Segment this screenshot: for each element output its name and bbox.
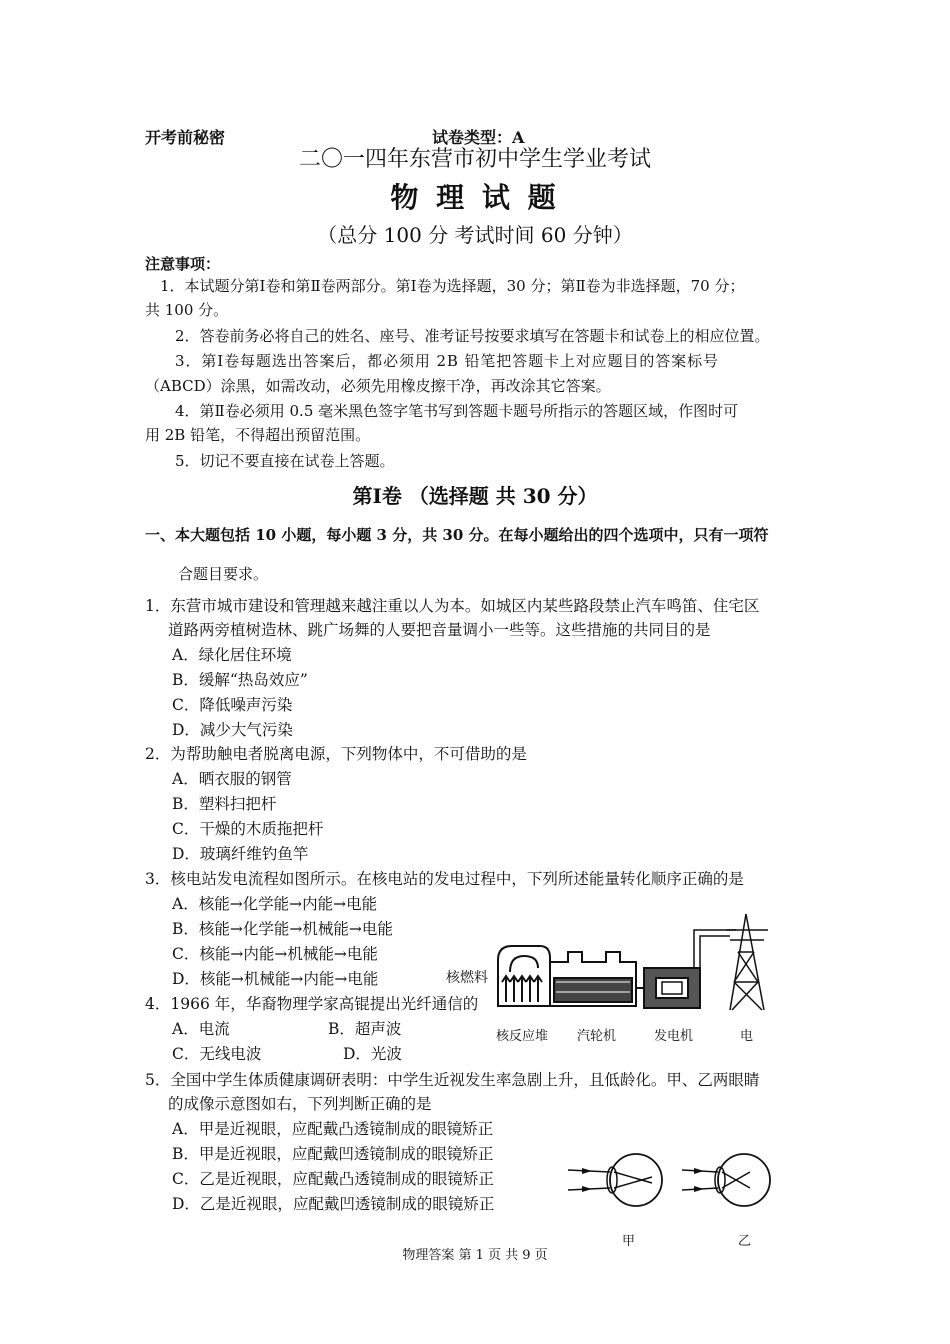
exam-title: 二〇一四年东营市初中学生学业考试 <box>298 147 651 172</box>
paper-title: 物 理 试 题 <box>390 181 560 214</box>
q4-option-b: B．超声波 <box>328 1020 402 1038</box>
q5-option-d: D．乙是近视眼，应配戴凹透镜制成的眼镜矫正 <box>172 1195 495 1213</box>
q1-option-c: C．降低噪声污染 <box>172 696 293 714</box>
caption-turbine: 汽轮机 <box>577 1029 617 1044</box>
eye-jia-label: 甲 <box>622 1234 636 1249</box>
nuclear-plant-figure <box>490 912 790 1020</box>
section-title: 第Ⅰ卷 （选择题 共 30 分） <box>352 484 598 508</box>
q5-stem: 5．全国中学生体质健康调研表明：中学生近视发生率急剧上升，且低龄化。甲、乙两眼睛 <box>145 1071 760 1089</box>
q3-option-a: A．核能→化学能→内能→电能 <box>172 895 378 913</box>
caption-electricity: 电 <box>740 1029 754 1044</box>
notice-line: 4．第Ⅱ卷必须用 0.5 毫米黑色签字笔书写到答题卡题号所指示的答题区域，作图时可 <box>175 402 739 420</box>
q2-option-d: D．玻璃纤维钓鱼竿 <box>172 845 309 863</box>
section-instruction: 一、本大题包括 10 小题，每小题 3 分，共 30 分。在每小题给出的四个选项中，只有一项符 <box>145 526 769 544</box>
q5-option-a: A．甲是近视眼，应配戴凸透镜制成的眼镜矫正 <box>172 1120 494 1138</box>
q2-option-a: A．晒衣服的钢管 <box>172 770 292 788</box>
section-instruction-cont: 合题目要求。 <box>178 565 269 583</box>
caption-generator: 发电机 <box>654 1029 694 1044</box>
notice-heading: 注意事项： <box>145 255 221 273</box>
notice-line: 用 2B 铅笔，不得超出预留范围。 <box>145 426 371 444</box>
turbine-icon <box>550 952 636 1006</box>
q2-stem: 2．为帮助触电者脱离电源，下列物体中，不可借助的是 <box>145 745 527 763</box>
fuel-label: 核燃料 <box>446 970 488 986</box>
notice-line: 3．第Ⅰ卷每题选出答案后，都必须用 2B 铅笔把答题卡上对应题目的答案标号 <box>175 352 719 370</box>
confidential-label: 开考前秘密 <box>145 128 226 147</box>
q1-option-b: B．缓解“热岛效应” <box>172 671 308 689</box>
q3-stem: 3．核电站发电流程如图所示。在核电站的发电过程中，下列所述能量转化顺序正确的是 <box>145 870 744 888</box>
notice-line: 共 100 分。 <box>145 301 229 319</box>
q4-option-d: D．光波 <box>343 1045 402 1063</box>
q1-option-a: A．绿化居住环境 <box>172 646 292 664</box>
q2-option-b: B．塑料扫把杆 <box>172 795 277 813</box>
notice-line: 1．本试题分第Ⅰ卷和第Ⅱ卷两部分。第Ⅰ卷为选择题，30 分；第Ⅱ卷为非选择题，70 分； <box>160 277 745 295</box>
q2-option-c: C．干燥的木质拖把杆 <box>172 820 324 838</box>
q4-option-a: A．电流 <box>172 1020 230 1038</box>
q4-option-c: C．无线电波 <box>172 1045 262 1063</box>
eye-jia-figure <box>566 1150 686 1210</box>
q3-option-c: C．核能→内能→机械能→电能 <box>172 945 378 963</box>
q1-stem-cont: 道路两旁植树造林、跳广场舞的人要把音量调小一些等。这些措施的共同目的是 <box>168 621 711 639</box>
q3-option-b: B．核能→化学能→机械能→电能 <box>172 920 393 938</box>
notice-line: 5．切记不要直接在试卷上答题。 <box>175 452 395 470</box>
notice-line: （ABCD）涂黑，如需改动，必须先用橡皮擦干净，再改涂其它答案。 <box>145 377 611 395</box>
q1-option-d: D．减少大气污染 <box>172 721 293 739</box>
eye-yi-figure <box>680 1150 790 1210</box>
generator-icon <box>636 968 700 1008</box>
q4-stem: 4．1966 年，华裔物理学家高锟提出光纤通信的 <box>145 995 479 1013</box>
q5-option-c: C．乙是近视眼，应配戴凸透镜制成的眼镜矫正 <box>172 1170 494 1188</box>
eye-yi-label: 乙 <box>738 1234 752 1249</box>
reactor-icon <box>498 946 550 1006</box>
page-footer: 物理答案 第 1 页 共 9 页 <box>402 1248 548 1263</box>
q5-option-b: B．甲是近视眼，应配戴凹透镜制成的眼镜矫正 <box>172 1145 494 1163</box>
notice-line: 2．答卷前务必将自己的姓名、座号、准考证号按要求填写在答题卡和试卷上的相应位置。 <box>175 327 770 345</box>
paper-subtitle: （总分 100 分 考试时间 60 分钟） <box>317 223 633 247</box>
caption-reactor: 核反应堆 <box>496 1029 549 1044</box>
power-pylon-icon <box>726 914 768 1010</box>
q3-option-d: D．核能→机械能→内能→电能 <box>172 970 379 988</box>
paper-type: 试卷类型：A <box>432 128 525 147</box>
q5-stem-cont: 的成像示意图如右，下列判断正确的是 <box>168 1095 432 1113</box>
q1-stem: 1．东营市城市建设和管理越来越注重以人为本。如城区内某些路段禁止汽车鸣笛、住宅区 <box>145 597 760 615</box>
